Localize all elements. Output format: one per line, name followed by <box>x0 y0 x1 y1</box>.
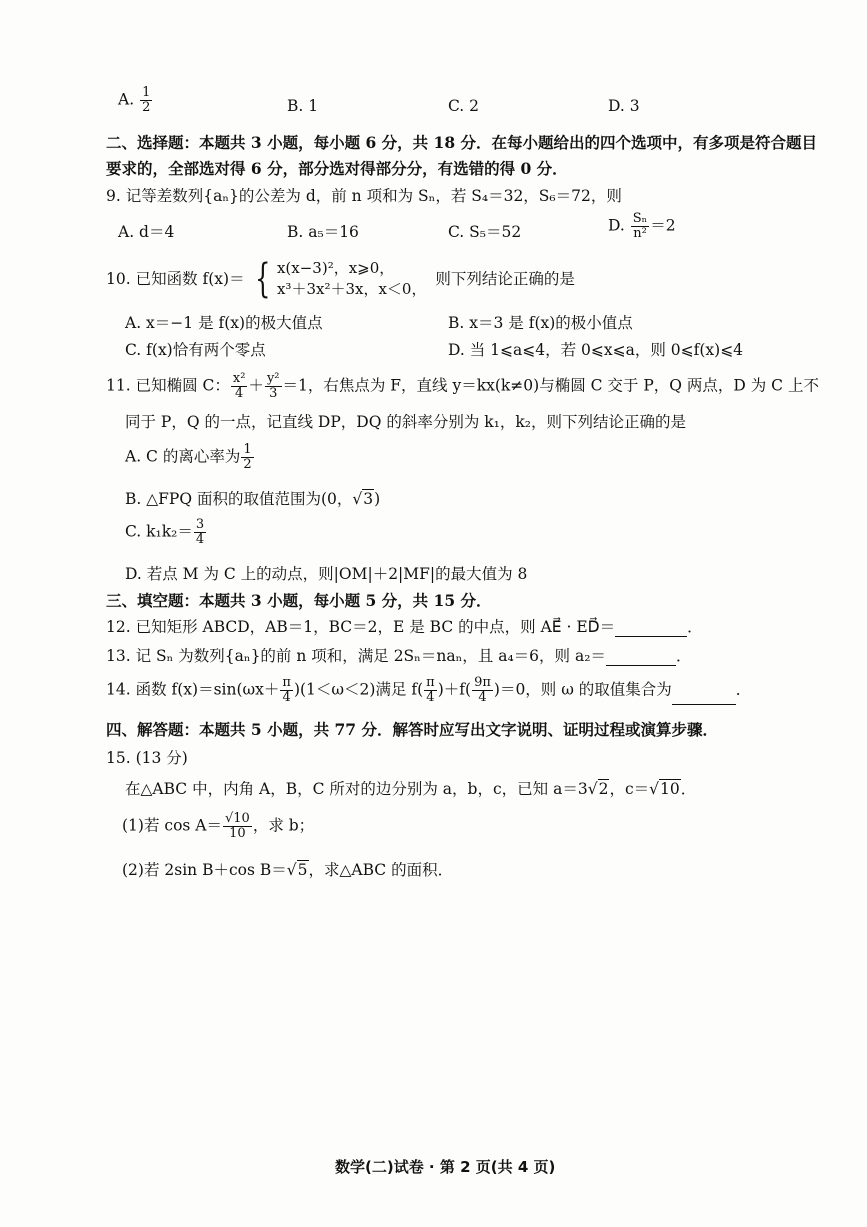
fraction <box>472 676 493 705</box>
numerator: Sₙ <box>632 211 648 226</box>
section4-title: 四、解答题：本题共 5 小题，共 77 分．解答时应写出文字说明、证明过程或演算步骤． <box>106 720 718 739</box>
option-text: C. k₁k₂＝ <box>125 522 193 541</box>
numerator: π <box>426 675 435 690</box>
part1-pre: (1)若 cos A＝ <box>122 816 222 835</box>
denominator: 10 <box>229 826 246 841</box>
q15-stem-mid: ，c＝ <box>609 780 650 798</box>
q14-pre: 14. 函数 f(x)＝sin(ωx＋ <box>106 680 280 699</box>
denominator: n² <box>633 226 647 241</box>
fraction <box>223 812 252 841</box>
q15-part2 <box>122 860 453 880</box>
case-1: x(x−3)²，x⩾0， <box>276 259 395 277</box>
denominator: 4 <box>282 690 291 705</box>
q8-option-c: C. 2 <box>448 97 480 115</box>
denominator: 3 <box>269 386 278 401</box>
q11-stem <box>106 372 819 401</box>
q8-option-b: B. 1 <box>287 97 319 115</box>
sqrt-radicand: 10 <box>660 780 680 798</box>
q9-option-d <box>608 212 676 241</box>
q15-stem-end: ． <box>680 780 697 798</box>
case-2: x³＋3x²＋3x，x＜0， <box>276 280 427 298</box>
sqrt-symbol: √ <box>649 780 660 798</box>
q12-text: 12. 已知矩形 ABCD，AB＝1，BC＝2，E 是 BC 的中点，则 AE⃗ · ED⃗＝ <box>106 618 616 636</box>
q10-option-d: D. 当 1⩽a⩽4，若 0⩽x⩽a，则 0⩽f(x)⩽4 <box>448 341 744 359</box>
denominator: 4 <box>426 690 435 705</box>
q9-option-c: C. S₅＝52 <box>448 223 522 241</box>
part2-pre: (2)若 2sin B＋cos B＝ <box>122 861 287 879</box>
part1-post: ，求 b； <box>252 816 315 835</box>
q15-stem-pre: 在△ABC 中，内角 A，B，C 所对的边分别为 a，b，c，已知 a＝3 <box>125 780 588 798</box>
q14-end: ． <box>735 680 752 699</box>
answer-blank[interactable] <box>615 622 687 637</box>
q14-mid1: )(1＜ω＜2)满足 f( <box>293 680 424 699</box>
numerator: x² <box>232 371 246 386</box>
sqrt-radicand: 2 <box>598 780 609 798</box>
q11-line2: 同于 P，Q 的一点，记直线 DP，DQ 的斜率分别为 k₁，k₂，则下列结论正确的是 <box>125 413 686 431</box>
sqrt-radicand: 5 <box>297 861 308 879</box>
answer-blank[interactable] <box>606 651 676 666</box>
piecewise-function <box>250 258 427 300</box>
q11-stem-pre: 11. 已知椭圆 C： <box>106 376 230 395</box>
piecewise-cases <box>277 258 427 300</box>
q11-stem-post: ＝1，右焦点为 F，直线 y＝kx(k≠0)与椭圆 C 交于 P，Q 两点，D 为 C 上不 <box>282 376 819 395</box>
q13-end: ． <box>675 647 692 665</box>
q8-option-a <box>118 86 153 115</box>
fraction <box>424 676 437 705</box>
denominator: 2 <box>142 100 151 115</box>
q8-option-d: D. 3 <box>608 97 640 115</box>
q15-part1 <box>122 812 314 841</box>
brace-icon: { <box>254 256 270 302</box>
q14-post: )＝0，则 ω 的取值集合为 <box>493 680 672 699</box>
answer-blank[interactable] <box>672 690 736 705</box>
numerator: 3 <box>195 517 205 532</box>
q14-mid2: )＋f( <box>437 680 472 699</box>
q13 <box>106 646 691 666</box>
fraction <box>280 676 293 705</box>
q10-stem <box>106 258 575 300</box>
option-text: A. C 的离心率为 <box>125 447 241 466</box>
q15-stem <box>125 779 696 799</box>
page-footer: 数学(二)试卷 · 第 2 页(共 4 页) <box>335 1158 556 1176</box>
fraction <box>631 212 650 241</box>
q12-end: ． <box>687 618 703 636</box>
sqrt-symbol: √ <box>587 780 598 798</box>
sqrt-symbol: √ <box>352 490 363 508</box>
numerator: 1 <box>142 85 151 100</box>
sqrt-radicand: 3 <box>363 490 374 508</box>
denominator: 4 <box>235 386 244 401</box>
q10-option-b: B. x＝3 是 f(x)的极小值点 <box>448 314 633 332</box>
q10-stem-pre: 10. 已知函数 f(x)＝ <box>106 270 245 288</box>
sqrt-symbol: √ <box>286 861 297 879</box>
denominator: 4 <box>478 690 487 705</box>
q10-option-a: A. x＝−1 是 f(x)的极大值点 <box>125 314 323 332</box>
numerator: 9π <box>474 675 491 690</box>
fraction <box>231 372 248 401</box>
numerator: π <box>282 675 291 690</box>
fraction <box>241 443 253 472</box>
numerator: √10 <box>224 811 250 826</box>
q10-stem-post: 则下列结论正确的是 <box>435 270 575 288</box>
section3-title: 三、填空题：本题共 3 小题，每小题 5 分，共 15 分． <box>106 591 492 610</box>
denominator: 2 <box>243 457 252 472</box>
option-tail: ＝2 <box>650 216 676 235</box>
option-label: D. <box>608 216 625 235</box>
denominator: 4 <box>195 532 205 547</box>
q15-header: 15. (13 分) <box>106 749 188 767</box>
option-label: A. <box>118 90 135 109</box>
q13-text: 13. 记 Sₙ 为数列{aₙ}的前 n 项和，满足 2Sₙ＝naₙ，且 a₄＝6，则 a₂＝ <box>106 647 606 665</box>
fraction <box>265 372 282 401</box>
q12 <box>106 617 703 637</box>
q9-option-a: A. d＝4 <box>118 223 175 241</box>
fraction <box>194 518 206 547</box>
q9-stem: 9. 记等差数列{aₙ}的公差为 d，前 n 项和为 Sₙ，若 S₄＝32，S₆＝72，则 <box>106 187 622 205</box>
q10-option-c: C. f(x)恰有两个零点 <box>125 341 266 359</box>
q9-option-b: B. a₅＝16 <box>287 223 359 241</box>
q14 <box>106 676 751 705</box>
plus-sign: ＋ <box>248 376 264 395</box>
part2-post: ，求△ABC 的面积． <box>308 861 454 879</box>
q11-option-b <box>125 489 380 509</box>
option-tail: ) <box>374 490 381 508</box>
numerator: 1 <box>243 442 252 457</box>
q11-option-d: D. 若点 M 为 C 上的动点，则|OM|＋2|MF|的最大值为 8 <box>125 565 528 583</box>
numerator: y² <box>266 371 280 386</box>
section2-line2: 要求的，全部选对得 6 分，部分选对得部分分，有选错的得 0 分． <box>106 159 568 178</box>
section2-line1: 二、选择题：本题共 3 小题，每小题 6 分，共 18 分．在每小题给出的四个选项中，有多项是符合题目 <box>106 133 818 152</box>
fraction <box>140 86 152 115</box>
option-text: B. △FPQ 面积的取值范围为(0， <box>125 490 353 508</box>
q11-option-c <box>125 518 207 547</box>
q11-option-a <box>125 443 255 472</box>
